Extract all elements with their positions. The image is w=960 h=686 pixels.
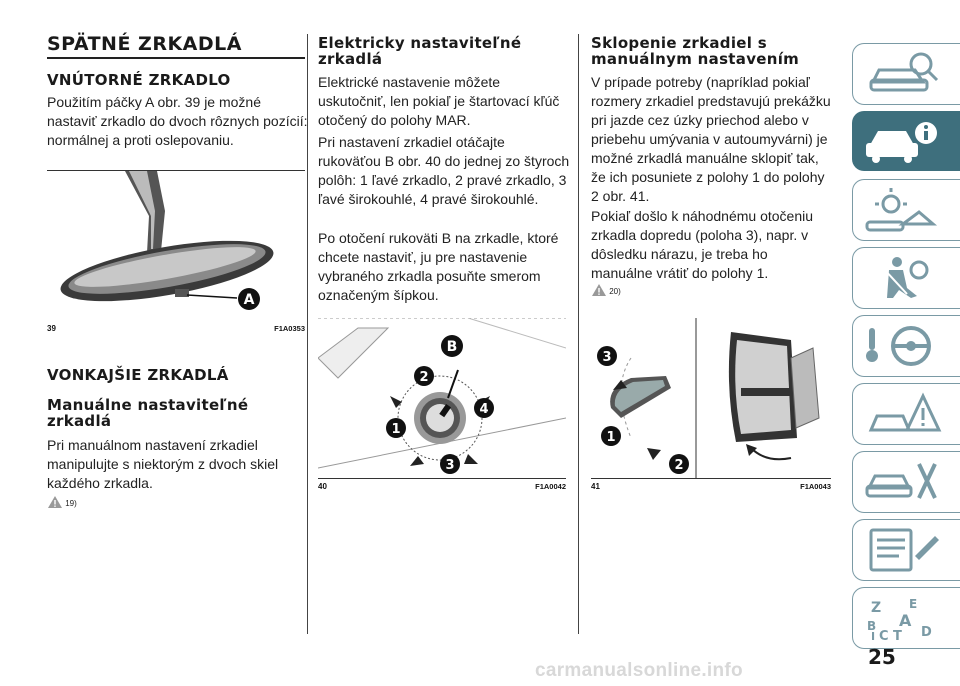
index-letter: B xyxy=(867,619,877,633)
title-rule xyxy=(47,57,305,59)
manual-mirrors-heading: Manuálne nastaviteľné zrkadlá xyxy=(47,396,249,430)
mirror-folding-illustration xyxy=(591,318,831,478)
figure-number: 40 xyxy=(318,482,327,491)
index-letter: Z xyxy=(871,600,882,616)
inner-mirror-heading: VNÚTORNÉ ZRKADLO xyxy=(47,71,231,89)
index-letter: T xyxy=(893,629,902,642)
electric-p2: Pri nastavení zrkadiel otáčajte rukoväťou B obr. 40 do jednej zo štyroch polôh: 1 ľavé zrkadlo, 2 pravé zrkadlo, 3 ľavé širokouhlé, 4 pravé širokouhlé. xyxy=(318,134,570,207)
car-info-icon xyxy=(862,117,942,165)
tab-warning-lights[interactable] xyxy=(852,179,960,241)
tab-technical-data[interactable] xyxy=(852,519,960,581)
index-letter: D xyxy=(921,625,932,640)
tab-maintenance[interactable] xyxy=(852,451,960,513)
tab-emergency[interactable] xyxy=(852,383,960,445)
watermark: carmanualsonline.info xyxy=(535,660,743,681)
maintenance-icon xyxy=(863,458,943,506)
index-letter: E xyxy=(909,597,918,611)
tab-airbag-safety[interactable] xyxy=(852,247,960,309)
page-number: 25 xyxy=(868,645,896,669)
warning-triangle-icon xyxy=(591,283,607,297)
starting-driving-icon xyxy=(863,322,943,370)
tab-index[interactable] xyxy=(852,587,960,649)
page-title: SPÄTNÉ ZRKADLÁ xyxy=(47,33,242,55)
manual-mirrors-text: Pri manuálnom nastavení zrkadiel manipulujte s niektorým z dvoch skiel každého zrkadla. xyxy=(47,437,279,491)
index-letter: C xyxy=(879,629,889,642)
warning-ref-20: 20) xyxy=(591,283,621,297)
index-icon xyxy=(863,594,943,642)
fig40-label-3: 3 xyxy=(445,458,455,473)
rearview-mirror-illustration xyxy=(47,171,305,321)
fold-mirrors-heading: Sklopenie zrkadiel s manuálnym nastavením xyxy=(591,34,800,68)
fold-p2: Pokiaľ došlo k náhodnému otočeniu zrkadla dopredu (poloha 3), napr. v dôsledku nárazu, je treba ho manuálne vrátiť do polohy 1. xyxy=(591,208,814,281)
warning-ref-19: 19) xyxy=(47,495,77,509)
figure-code: F1A0042 xyxy=(535,482,566,491)
emergency-triangle-icon xyxy=(863,390,943,438)
figure-code: F1A0043 xyxy=(800,482,831,491)
index-letter: I xyxy=(871,630,876,642)
fig40-label-b: B xyxy=(446,339,458,355)
outer-mirrors-heading: VONKAJŠIE ZRKADLÁ xyxy=(47,366,229,384)
column-divider xyxy=(307,34,308,634)
warning-lights-icon xyxy=(863,186,943,234)
figure-41 xyxy=(591,318,831,491)
fig41-label-3: 3 xyxy=(602,350,612,365)
fig40-label-2: 2 xyxy=(419,370,429,385)
technical-data-icon xyxy=(863,526,943,574)
tab-car-info[interactable] xyxy=(852,111,960,171)
figure-number: 39 xyxy=(47,324,56,333)
electric-mirrors-heading: Elektricky nastaviteľné zrkadlá xyxy=(318,34,522,68)
fig40-label-1: 1 xyxy=(391,422,401,437)
fig39-label-a: A xyxy=(243,292,255,308)
column-divider xyxy=(578,34,579,634)
fold-p1: V prípade potreby (napríklad pokiaľ rozmery zrkadiel predstavujú prekážku pri jazde cez úzky priechod alebo v priebehu umývania v autoumyvárni) je možné zrkadlá manuálne sklopiť tak, že ich posuniete z polohy 1 do polohy 2 obr. 41. xyxy=(591,74,831,204)
inner-mirror-text: Použitím páčky A obr. 39 je možné nastaviť zrkadlo do dvoch rôznych pozícií: normálnej a proti oslepovaniu. xyxy=(47,94,308,148)
figure-40 xyxy=(318,318,566,491)
electric-p1: Elektrické nastavenie môžete uskutočniť, len pokiaľ je štartovací kľúč otočený do polohy MAR. xyxy=(318,74,560,128)
fig40-label-4: 4 xyxy=(479,402,489,417)
tab-starting-driving[interactable] xyxy=(852,315,960,377)
index-letter: A xyxy=(899,611,912,630)
electric-p3: Po otočení rukoväti B na zrkadle, ktoré chcete nastaviť, ju pre nastavenie vybraného zrkadla posuňte smerom označeným šípkou. xyxy=(318,230,559,303)
tab-car-overview[interactable] xyxy=(852,43,960,105)
fig41-label-2: 2 xyxy=(674,458,684,473)
airbag-safety-icon xyxy=(863,254,943,302)
fig41-label-1: 1 xyxy=(606,430,616,445)
figure-39 xyxy=(47,170,305,333)
mirror-control-knob-illustration xyxy=(318,318,566,478)
figure-number: 41 xyxy=(591,482,600,491)
warning-triangle-icon xyxy=(47,495,63,509)
car-overview-icon xyxy=(863,50,943,98)
figure-code: F1A0353 xyxy=(274,324,305,333)
